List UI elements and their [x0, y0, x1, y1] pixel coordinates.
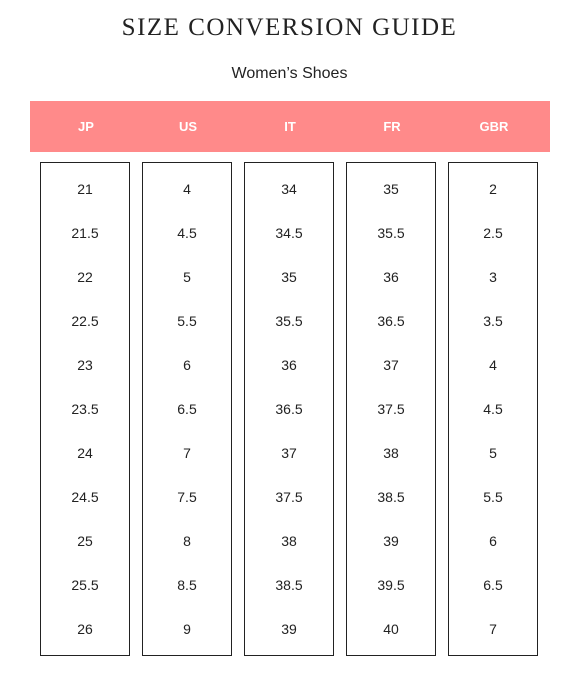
table-cell: 25.5	[71, 577, 99, 593]
table-cell: 35.5	[377, 225, 405, 241]
column-fr	[346, 162, 436, 656]
table-cell: 38	[281, 533, 297, 549]
table-cell: 25	[77, 533, 93, 549]
table-cell: 7.5	[177, 489, 197, 505]
table-cell: 6.5	[483, 577, 503, 593]
table-cell: 37	[383, 357, 399, 373]
table-cell: 7	[183, 445, 191, 461]
table-cell: 9	[183, 621, 191, 637]
table-cell: 36	[281, 357, 297, 373]
table-cell: 26	[77, 621, 93, 637]
table-cell: 34	[281, 181, 297, 197]
table-cell: 5.5	[177, 313, 197, 329]
table-cell: 6	[489, 533, 497, 549]
column-header-fr: FR	[383, 119, 401, 134]
table-cell: 4.5	[483, 401, 503, 417]
table-cell: 35.5	[275, 313, 303, 329]
column-jp	[40, 162, 130, 656]
table-cell: 6	[183, 357, 191, 373]
table-cell: 21	[77, 181, 93, 197]
column-header-us: US	[178, 119, 198, 134]
table-cell: 6.5	[177, 401, 197, 417]
table-cell: 4	[183, 181, 191, 197]
table-cell: 23	[77, 357, 93, 373]
column-gbr	[448, 162, 538, 656]
table-cell: 24.5	[71, 489, 99, 505]
column-header-it: IT	[284, 119, 296, 134]
table-cell: 5.5	[483, 489, 503, 505]
table-cell: 8	[183, 533, 191, 549]
table-cell: 39.5	[377, 577, 405, 593]
table-cell: 37	[281, 445, 297, 461]
table-cell: 5	[489, 445, 497, 461]
table-cell: 39	[281, 621, 297, 637]
table-cell: 5	[183, 269, 191, 285]
table-cell: 36.5	[377, 313, 405, 329]
table-cell: 8.5	[177, 577, 197, 593]
table-cell: 21.5	[71, 225, 99, 241]
column-it	[244, 162, 334, 656]
table-cell: 7	[489, 621, 497, 637]
table-header	[30, 101, 550, 152]
table-cell: 38	[383, 445, 399, 461]
table-cell: 37.5	[275, 489, 303, 505]
page-subtitle: Women’s Shoes	[231, 65, 348, 82]
table-cell: 24	[77, 445, 93, 461]
page-title: SIZE CONVERSION GUIDE	[121, 14, 458, 41]
table-cell: 38.5	[377, 489, 405, 505]
table-cell: 34.5	[275, 225, 303, 241]
table-cell: 40	[383, 621, 399, 637]
table-cell: 39	[383, 533, 399, 549]
table-cell: 23.5	[71, 401, 99, 417]
column-header-jp: JP	[78, 119, 94, 134]
table-cell: 4.5	[177, 225, 197, 241]
table-cell: 3.5	[483, 313, 503, 329]
table-cell: 2.5	[483, 225, 503, 241]
table-cell: 37.5	[377, 401, 405, 417]
table-cell: 35	[281, 269, 297, 285]
table-cell: 3	[489, 269, 497, 285]
table-cell: 22.5	[71, 313, 99, 329]
column-header-gbr: GBR	[479, 119, 509, 134]
table-cell: 4	[489, 357, 497, 373]
table-cell: 2	[489, 181, 497, 197]
table-cell: 36	[383, 269, 399, 285]
column-us	[142, 162, 232, 656]
table-cell: 22	[77, 269, 93, 285]
table-cell: 38.5	[275, 577, 303, 593]
table-cell: 35	[383, 181, 399, 197]
table-cell: 36.5	[275, 401, 303, 417]
